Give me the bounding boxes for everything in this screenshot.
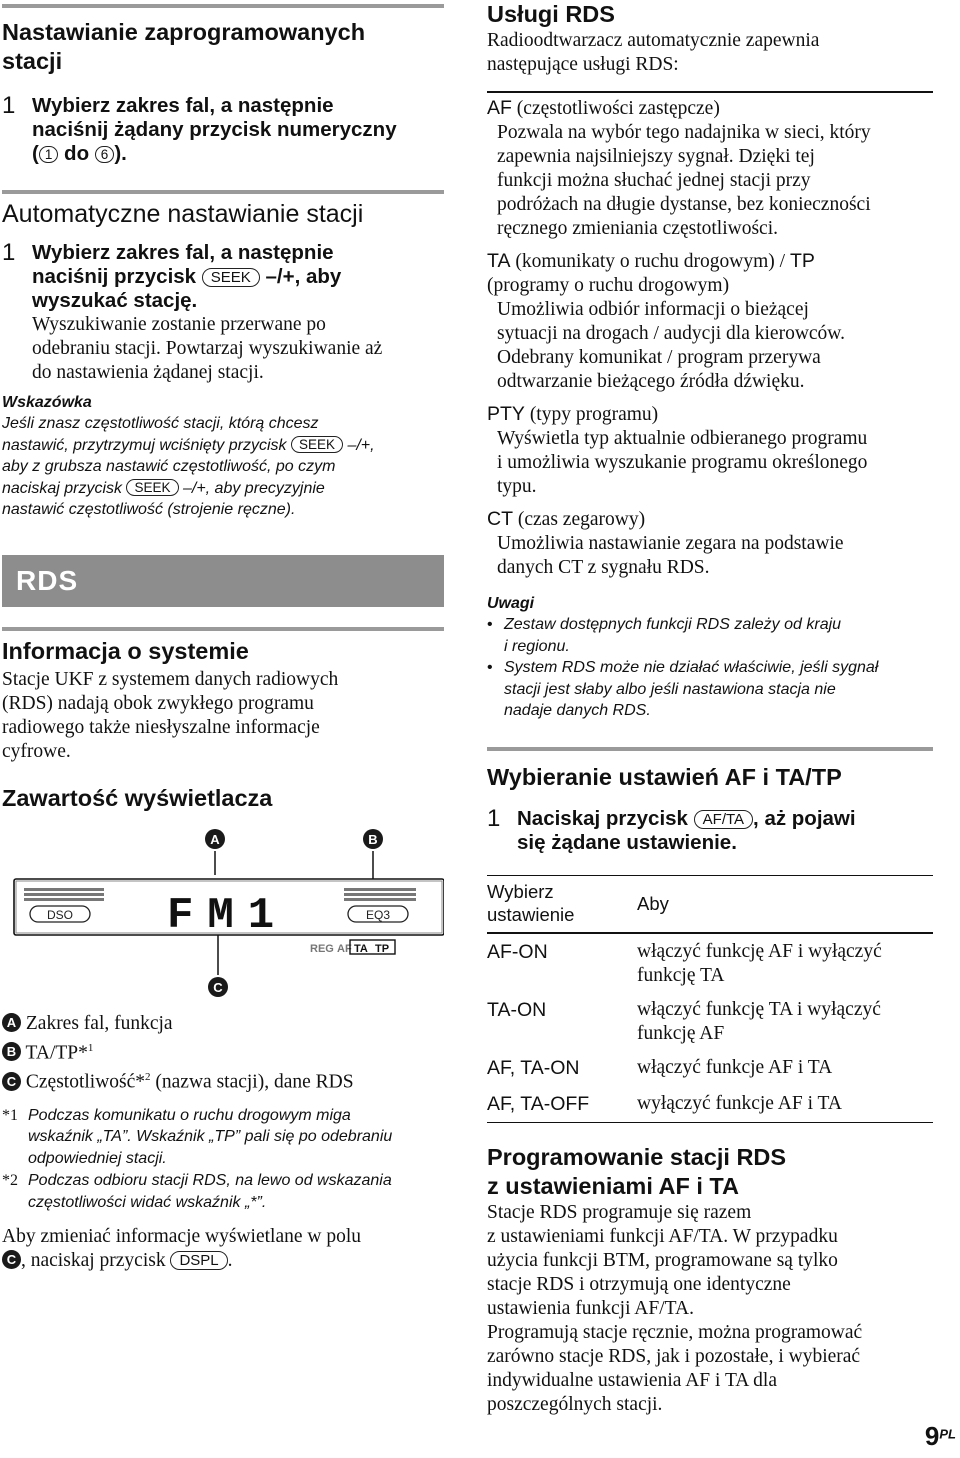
body-line: odebraniu stacji. Powtarzaj wyszukiwanie aż (32, 338, 383, 359)
body-line: Programują stacje ręcznie, można programować (487, 1322, 863, 1343)
bullet: • (487, 616, 493, 633)
tip-text: naciskaj przycisk (2, 479, 123, 497)
marker-c: C (2, 1250, 21, 1269)
table-header-cell (637, 880, 927, 926)
legend-text: Zakres fal, funkcja (25, 1012, 173, 1034)
note-line: nadaje danych RDS. (504, 702, 651, 719)
table-header-row (487, 880, 927, 926)
page-number (925, 1421, 956, 1452)
body-line: do nastawienia żądanej stacji. (32, 362, 264, 383)
step-text: Wybierz zakres fal, a następnie (32, 94, 334, 117)
table-cell (637, 988, 927, 1046)
body-text: . (227, 1250, 233, 1271)
seek-key: SEEK (291, 436, 343, 453)
table-cell (637, 934, 927, 988)
body-line (2, 1249, 444, 1273)
body-line: ręcznego zmieniania częstotliwości. (497, 218, 778, 239)
footnote-line: odpowiedniej stacji. (28, 1149, 167, 1167)
step-text (517, 807, 856, 831)
setting-desc: włączyć funkcję TA i wyłączyć (637, 998, 881, 1020)
rds-intro (487, 29, 933, 77)
seek-key: SEEK (202, 268, 260, 287)
section-rule (2, 627, 444, 631)
footnote-line: częstotliwości widać wskaźnik „*”. (28, 1193, 267, 1211)
term-ta: TA (487, 250, 511, 272)
section-rule (2, 190, 444, 194)
reg-indicator: REG (310, 942, 334, 955)
tp-indicator: TP (375, 942, 390, 955)
banner-label: RDS (16, 564, 79, 596)
table-top-rule (487, 875, 933, 877)
title-line: z ustawieniami AF i TA (487, 1173, 740, 1199)
body-line: następujące usługi RDS: (487, 54, 679, 75)
term-tp: TP (789, 250, 815, 272)
section-rule (487, 747, 933, 751)
body-line: z ustawieniami funkcji AF/TA. W przypadku (487, 1226, 838, 1247)
legend-item (2, 1012, 444, 1036)
term-desc: (czas zegarowy) (513, 509, 646, 530)
tip-block (2, 393, 444, 521)
af-indicator: AF (337, 942, 352, 955)
step-afta (487, 804, 933, 855)
body-line: Aby zmieniać informacje wyświetlane w polu (2, 1226, 362, 1247)
step-text (32, 142, 397, 166)
dspl-key: DSPL (170, 1251, 227, 1270)
header-line: ustawienie (487, 904, 575, 925)
table-cell (637, 1046, 927, 1080)
footnote-ref: 2 (145, 1071, 151, 1083)
body-text: , naciskaj przycisk (21, 1250, 166, 1271)
term-af: AF (487, 97, 512, 119)
section-title-rds-services: Usługi RDS (487, 1, 615, 27)
body-line: funkcji można słuchać jednej stacji przy (497, 170, 811, 191)
step-text: się żądane ustawienie. (517, 830, 737, 854)
term-desc: (typy programu) (524, 404, 659, 425)
body-line: poszczególnych stacji. (487, 1394, 663, 1415)
tip-line: nastawić częstotliwość (strojenie ręczne). (2, 501, 296, 518)
page-number-value: 9 (924, 1421, 940, 1451)
body-line: Wyświetla typ aktualnie odbieranego programu (497, 428, 868, 449)
body-line: indywidualne ustawienia AF i TA dla (487, 1370, 778, 1391)
key-6-button: 6 (95, 146, 115, 163)
body-line: (RDS) nadają obok zwykłego programu (2, 692, 314, 714)
step-text: wyszukać stację. (32, 289, 198, 312)
af-ta-key: AF/TA (694, 810, 753, 829)
title-line: Nastawianie zaprogramowanych (2, 19, 366, 45)
setting-desc: włączyć funkcje AF i TA (637, 1056, 833, 1078)
paren: ( (32, 142, 39, 165)
term-desc: (częstotliwości zastępcze) (511, 98, 720, 119)
section-rule (487, 91, 933, 93)
setting-name: AF, TA-ON (487, 1056, 580, 1079)
display-legend (2, 1012, 444, 1095)
page-lang: PL (939, 1426, 956, 1442)
ct-item (487, 507, 933, 580)
marker-b: B (2, 1042, 21, 1061)
table-header-cell (487, 880, 637, 926)
step-body (32, 313, 382, 385)
legend-text: Częstotliwość* (25, 1071, 146, 1093)
note-line: Zestaw dostępnych funkcji RDS zależy od kraju (504, 616, 842, 633)
af-item (487, 96, 933, 241)
step-number: 1 (487, 804, 501, 832)
legend-item (2, 1065, 444, 1095)
pty-item (487, 402, 933, 499)
footnote-mark: *2 (2, 1172, 18, 1189)
note-item (487, 657, 933, 722)
body-line: sytuacji na drogach / audycji dla kierowców. (497, 323, 845, 344)
table-row (487, 934, 927, 988)
note-line: System RDS może nie działać właściwie, jeśli sygnał (504, 659, 879, 676)
body-line: Odebrany komunikat / program przerywa (497, 347, 821, 368)
body-line: Radioodtwarzacz automatycznie zapewnia (487, 30, 820, 51)
step-text-part: naciśnij przycisk (32, 265, 197, 288)
footnote-ref: 1 (87, 1041, 94, 1054)
body-line: i umożliwia wyszukanie programu określonego (497, 452, 868, 473)
settings-table-body (487, 934, 927, 1116)
seek-key: SEEK (126, 479, 178, 496)
setting-name: AF, TA-OFF (487, 1092, 590, 1115)
section-title-display: Zawartość wyświetlacza (2, 784, 273, 811)
rds-banner (2, 555, 444, 607)
key-1-button: 1 (39, 146, 59, 163)
marker-c: C (2, 1072, 21, 1091)
setting-name: AF-ON (487, 940, 548, 963)
body-line: podróżach na długie dystanse, bez konieczności (497, 194, 871, 215)
step-text (32, 265, 382, 289)
setting-name: TA-ON (487, 998, 547, 1021)
bullet: • (487, 659, 493, 676)
setting-desc: wyłączyć funkcje AF i TA (637, 1092, 842, 1114)
body-line: Umożliwia nastawianie zegara na podstawie (497, 533, 844, 554)
marker-c: C (213, 979, 223, 995)
table-row (487, 1046, 927, 1080)
section-title-auto-tuning: Automatyczne nastawianie stacji (2, 200, 364, 228)
dso-indicator: DSO (46, 907, 74, 922)
do-text: do (64, 142, 90, 165)
section-title-programming (487, 1143, 933, 1201)
settings-table (487, 880, 927, 926)
body-line: typu. (497, 476, 537, 497)
step-text: Wybierz zakres fal, a następnie (32, 241, 334, 264)
tip-text: –/+, (347, 436, 375, 454)
term-ct: CT (487, 508, 513, 530)
table-cell (487, 988, 637, 1046)
footnote-1 (2, 1105, 444, 1170)
table-cell (487, 934, 637, 988)
step-text-part: Naciskaj przycisk (517, 806, 688, 830)
eq3-indicator: EQ3 (365, 907, 391, 922)
term-desc: (komunikaty o ruchu drogowym) / (510, 251, 790, 272)
footnote-line: Podczas komunikatu o ruchu drogowym miga (28, 1106, 351, 1124)
step-seek (2, 241, 444, 385)
tip-line (2, 478, 444, 500)
table-bottom-rule (487, 1122, 933, 1124)
body-line: zapewnia najsilniejszy sygnał. Dzięki tej (497, 146, 815, 167)
body-line: odtwarzanie bieżącego źródła dźwięku. (497, 371, 805, 392)
notes-heading: Uwagi (487, 595, 535, 612)
step-number: 1 (2, 92, 16, 119)
term-pty: PTY (487, 403, 525, 425)
step-text-part: , aż pojawi (753, 806, 856, 830)
frequency-display: FM1 (167, 890, 289, 941)
tip-line: aby z grubsza nastawić częstotliwość, po czym (2, 458, 336, 475)
body-line: radiowego także niesłyszalne informacje (2, 716, 320, 738)
legend-text: TA/TP* (25, 1042, 88, 1063)
ta-indicator: TA (354, 942, 368, 955)
note-line: i regionu. (504, 637, 570, 655)
term-desc: (programy o ruchu drogowym) (487, 275, 730, 296)
step-number: 1 (2, 239, 16, 266)
note-line: stacji jest słaby albo jeśli nastawiona stacja nie (504, 680, 836, 698)
footnote-mark: *1 (2, 1106, 18, 1124)
body-line: zarówno stacje RDS, jak i pozostałe, i wybierać (487, 1346, 861, 1367)
footnotes (2, 1105, 444, 1214)
note-item (487, 614, 933, 657)
ta-tp-item (487, 249, 933, 394)
table-cell (637, 1080, 927, 1116)
section-rule (2, 4, 444, 8)
section-title-system-info: Informacja o systemie (2, 637, 249, 664)
section-title-af-ta-settings: Wybieranie ustawień AF i TA/TP (487, 763, 842, 790)
body-line: danych CT z sygnału RDS. (497, 557, 710, 578)
header-line: Wybierz (487, 881, 554, 902)
table-cell (487, 1046, 637, 1080)
body-line: Umożliwia odbiór informacji o bieżącej (497, 299, 809, 320)
body-line: Pozwala na wybór tego nadajnika w sieci, który (497, 122, 871, 143)
footnote-line: wskaźnik „TA”. Wskaźnik „TP” pali się po odebraniu (28, 1128, 393, 1145)
body-line: stacje RDS i otrzymują one identyczne (487, 1274, 791, 1295)
marker-a: A (210, 831, 220, 847)
marker-b: B (368, 831, 378, 847)
tip-text: nastawić, przytrzymuj wciśnięty przycisk (2, 436, 287, 454)
notes-block (487, 594, 933, 722)
system-info-body (2, 668, 444, 764)
setting-desc: funkcję AF (637, 1022, 725, 1044)
tip-heading: Wskazówka (2, 394, 92, 411)
table-row (487, 1080, 927, 1116)
display-illustration (2, 827, 444, 1012)
setting-desc: funkcję TA (637, 964, 725, 986)
right-column (487, 0, 933, 1417)
paren: ). (114, 142, 127, 165)
title-line: stacji (2, 48, 63, 74)
legend-item (2, 1036, 444, 1066)
footnote-2 (2, 1170, 444, 1213)
step-preset (2, 94, 444, 166)
tip-text: –/+, aby precyzyjnie (182, 479, 325, 497)
table-cell (487, 1080, 637, 1116)
body-line: Stacje UKF z systemem danych radiowych (2, 668, 339, 690)
body-line: użycia funkcji BTM, programowane są tylko (487, 1250, 838, 1271)
display-diagram (2, 827, 444, 1012)
title-line: Programowanie stacji RDS (487, 1144, 787, 1170)
header-line: Aby (637, 893, 669, 914)
tip-line: Jeśli znasz częstotliwość stacji, którą chcesz (2, 415, 319, 432)
footnote-line: Podczas odbioru stacji RDS, na lewo od wskazania (28, 1172, 392, 1189)
tip-line (2, 435, 444, 457)
body-line: Wyszukiwanie zostanie przerwane po (32, 314, 326, 335)
step-text: naciśnij żądany przycisk numeryczny (32, 118, 397, 141)
body-line: ustawienia funkcji AF/TA. (487, 1298, 694, 1319)
body-line: Stacje RDS programuje się razem (487, 1202, 752, 1223)
programming-body (487, 1201, 933, 1417)
left-column (2, 0, 444, 1273)
setting-desc: włączyć funkcję AF i wyłączyć (637, 940, 882, 962)
dspl-instruction (2, 1225, 444, 1273)
marker-a: A (2, 1013, 21, 1032)
body-line: cyfrowe. (2, 740, 71, 762)
step-text-part: –/+, aby (265, 265, 342, 288)
section-title-preset-tuning (2, 18, 444, 76)
table-row (487, 988, 927, 1046)
legend-text: (nazwa stacji), dane RDS (150, 1071, 354, 1093)
